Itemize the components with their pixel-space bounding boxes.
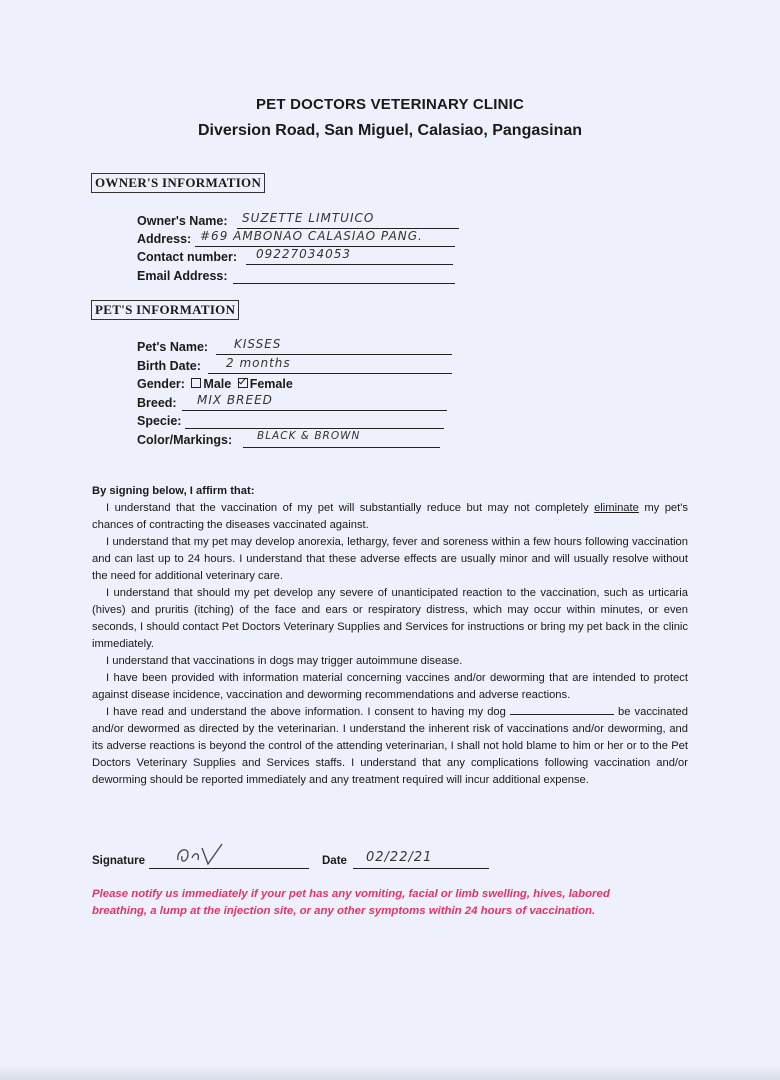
consent-p1-text-b: my pet's chances of contracting the diseases vaccinated against. xyxy=(92,502,688,531)
page-bottom-edge xyxy=(0,1065,780,1080)
female-checkbox[interactable] xyxy=(238,378,248,388)
owner-contact-label: Contact number: xyxy=(137,250,237,264)
breed-label: Breed: xyxy=(137,396,177,410)
clinic-name: PET DOCTORS VETERINARY CLINIC xyxy=(255,96,525,113)
consent-p6-text-b: be vaccinated and/or dewormed as directed by the veterinarian. I understand the inherent risk of vaccinations and/or deworming, and its adverse reactions is beyond the control of the attending veterinarian, I shall not hold blame to him or her or to the Pet Doctors Veterinary Supplies and Services staffs. I understand that any complications following vaccination and/or deworming should be reported immediately and any treatment required will incur additional expense. xyxy=(92,706,688,786)
male-checkbox[interactable] xyxy=(191,378,201,388)
owner-address-label: Address: xyxy=(137,232,192,246)
color-label: Color/Markings: xyxy=(137,433,233,447)
owner-name-value: SUZETTE LIMTUICO xyxy=(242,211,375,225)
gender-row xyxy=(137,377,293,391)
owner-name-label: Owner's Name: xyxy=(137,214,228,228)
specie-label: Specie: xyxy=(137,414,182,428)
consent-paragraph-3: I understand that should my pet develop any severe of unanticipated reaction to the vaccination, such as urticaria (hives) and pruritis (itching) of the face and ears or respiratory distress, which may occur within minutes, or even seconds, I should contact Pet Doctors Veterinary Supplies and Services for instructions or bring my pet back in the clinic immediately. xyxy=(92,587,688,650)
male-option-label: Male xyxy=(203,377,232,391)
owner-address-value: #69 AMBONAO CALASIAO PANG. xyxy=(200,229,423,243)
dog-name-blank xyxy=(510,705,614,715)
owner-section-heading: OWNER'S INFORMATION xyxy=(91,173,265,193)
specie-line xyxy=(185,414,444,429)
owner-contact-value: 09227034053 xyxy=(256,247,351,261)
consent-paragraph-6 xyxy=(92,704,688,789)
signature-label: Signature xyxy=(92,855,146,867)
handwritten-signature xyxy=(172,840,242,870)
consent-p1-text-a: I understand that the vaccination of my pet will substantially reduce but may not completely xyxy=(106,502,595,514)
pet-name-label: Pet's Name: xyxy=(137,340,209,354)
consent-text xyxy=(92,483,688,789)
female-option-label: Female xyxy=(249,377,293,391)
consent-lead: By signing below, I affirm that: xyxy=(92,485,255,497)
consent-p6-text-a: I have read and understand the above information. I consent to having my dog xyxy=(106,706,510,718)
pet-section-heading: PET'S INFORMATION xyxy=(91,300,239,320)
owner-email-line xyxy=(233,269,455,284)
clinic-address: Diversion Road, San Miguel, Calasiao, Pangasinan xyxy=(197,122,583,139)
consent-paragraph-4: I understand that vaccinations in dogs may trigger autoimmune disease. xyxy=(106,655,463,667)
vaccination-notice: Please notify us immediately if your pet has any vomiting, facial or limb swelling, hives, labored breathing, a lump at the injection site, or any other symptoms within 24 hours of vaccination. xyxy=(92,888,610,917)
consent-p1-underlined: eliminate xyxy=(594,502,639,514)
owner-email-label: Email Address: xyxy=(137,269,228,283)
date-value: 02/22/21 xyxy=(366,850,433,865)
gender-label: Gender: xyxy=(137,377,185,391)
birth-date-value: 2 months xyxy=(226,356,291,370)
color-value: BLACK & BROWN xyxy=(257,430,361,442)
breed-value: MIX BREED xyxy=(197,393,273,407)
date-label: Date xyxy=(322,855,347,867)
pet-name-value: KISSES xyxy=(234,337,282,351)
consent-paragraph-5: I have been provided with information material concerning vaccines and/or deworming that are intended to protect against disease incidence, vaccination and deworming recommendations and adverse reactions. xyxy=(92,672,688,701)
consent-paragraph-1 xyxy=(92,500,688,534)
birth-date-label: Birth Date: xyxy=(137,359,201,373)
consent-paragraph-2: I understand that my pet may develop anorexia, lethargy, fever and soreness within a few hours following vaccination and can last up to 24 hours. I understand that these adverse effects are usually minor and will usually resolve without the need for additional veterinary care. xyxy=(92,536,688,582)
